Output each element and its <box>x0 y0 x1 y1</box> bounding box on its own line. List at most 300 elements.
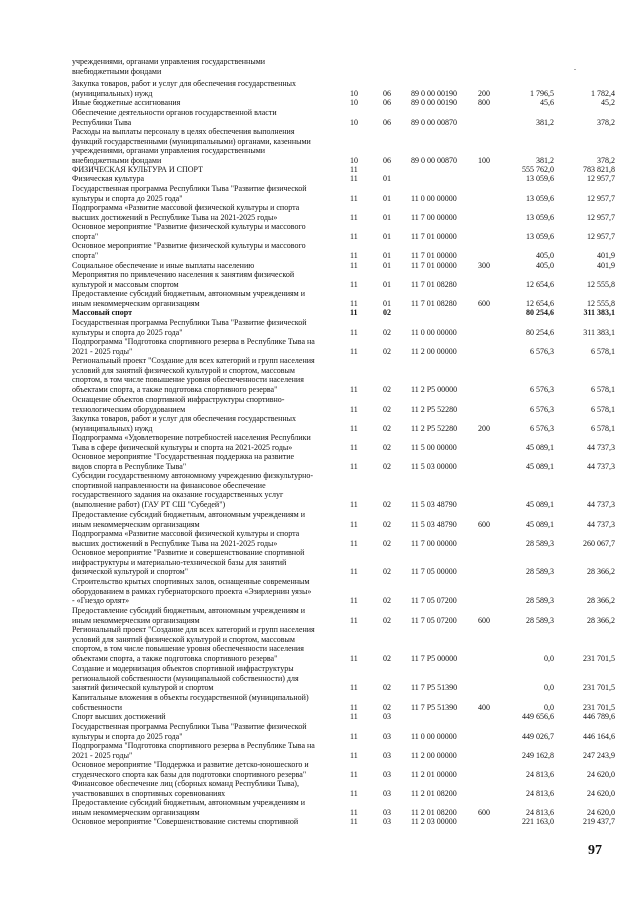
table-row <box>0 337 639 356</box>
row-name <box>72 308 344 318</box>
row-name-line: Субсидии государственному автономному учреждению физкультурно- <box>72 471 314 480</box>
row-name-line: спортом, в том числе повышение уровня обеспеченности населения <box>72 375 304 385</box>
row-name-line: Подпрограмма «Удовлетворение потребностей населения Республики <box>72 433 311 442</box>
table-row <box>0 241 639 260</box>
subsection-code: 03 <box>383 712 391 721</box>
table-row <box>0 433 639 452</box>
row-name <box>72 79 344 98</box>
target-article-code: 11 7 00 00000 <box>411 538 457 548</box>
amount-year-2: 401,9 <box>597 250 615 260</box>
row-name-line: условий для занятий физической культурой и спортом, массовым <box>72 634 295 644</box>
row-name-line: видов спорта в Республике Тыва" <box>72 461 187 471</box>
subsection-code: 06 <box>383 155 391 165</box>
amount-year-1: 45 089,1 <box>526 461 554 471</box>
section-code: 11 <box>350 250 358 260</box>
section-code: 11 <box>350 596 358 606</box>
table-row <box>0 722 639 741</box>
table-row <box>0 548 639 577</box>
row-name-line: (выполнение работ) (ГАУ РТ СШ "Субедей") <box>72 499 226 509</box>
row-name-line: иным некоммерческим организациям <box>72 615 200 625</box>
amount-year-2: 231 701,5 <box>583 683 615 693</box>
row-name-line: Государственная программа Республики Тыва "Развитие физической <box>72 722 307 731</box>
section-code: 11 <box>350 499 358 509</box>
section-code: 11 <box>350 750 358 760</box>
table-row <box>0 222 639 241</box>
subsection-code: 06 <box>383 117 391 127</box>
table-row <box>0 798 639 817</box>
target-article-code: 11 2 00 00000 <box>411 346 457 356</box>
amount-year-1: 449 656,6 <box>522 712 554 721</box>
amount-year-2: 24 620,0 <box>587 788 615 798</box>
subsection-code: 01 <box>383 298 391 308</box>
row-name-line: функций государственными (муниципальными) органами, казенными <box>72 136 311 146</box>
amount-year-1: 80 254,6 <box>526 308 554 317</box>
amount-year-1: 6 576,3 <box>530 423 554 433</box>
row-name-line: культурой и массовым спортом <box>72 279 179 289</box>
target-article-code: 11 2 P5 52280 <box>411 423 458 433</box>
row-name-line: Закупка товаров, работ и услуг для обеспечения государственных <box>72 79 297 88</box>
target-article-code: 11 7 01 08280 <box>411 279 457 289</box>
section-code: 11 <box>350 519 358 529</box>
row-name-line: Подпрограмма «Развитие массовой физической культуры и спорта <box>72 203 300 212</box>
expense-type-code: 300 <box>478 261 490 270</box>
amount-year-1: 28 589,3 <box>526 596 554 606</box>
amount-year-1: 28 589,3 <box>526 615 554 625</box>
row-name-line: Региональный проект "Создание для всех категорий и групп населения <box>72 625 315 634</box>
row-name-line: Предоставление субсидий бюджетным, автономным учреждениям и <box>72 289 306 298</box>
row-name-line: оборудованием в рамках губернаторского проекта «Эзирлернин уязы» <box>72 586 312 596</box>
amount-year-1: 13 059,6 <box>526 193 554 203</box>
section-code: 11 <box>350 615 358 625</box>
amount-year-2: 12 957,7 <box>587 231 615 241</box>
section-code: 11 <box>350 731 358 741</box>
amount-year-2: 24 620,0 <box>587 807 615 817</box>
subsection-code: 03 <box>383 817 391 826</box>
section-code: 11 <box>350 712 358 721</box>
margin-mark: . <box>574 63 576 72</box>
amount-year-1: 0,0 <box>544 653 554 663</box>
row-name <box>72 741 344 760</box>
row-name <box>72 174 344 184</box>
table-row <box>0 127 639 165</box>
amount-year-2: 446 164,6 <box>583 731 615 741</box>
row-name <box>72 606 344 625</box>
row-name-line: объектами спорта, а также подготовка спортивного резерва" <box>72 384 278 394</box>
table-row <box>0 625 639 663</box>
row-name-line: Основное мероприятие "Развитие физической культуры и массового <box>72 222 306 231</box>
subsection-code: 01 <box>383 174 391 183</box>
row-name-line: Строительство крытых спортивных залов, оснащенные современным <box>72 577 310 586</box>
section-code: 11 <box>350 423 358 433</box>
table-row <box>0 308 639 318</box>
target-article-code: 89 0 00 00870 <box>411 117 457 127</box>
subsection-code: 03 <box>383 788 391 798</box>
subsection-code: 03 <box>383 731 391 741</box>
row-name <box>72 817 344 827</box>
subsection-code: 02 <box>383 423 391 433</box>
amount-year-2: 231 701,5 <box>583 653 615 663</box>
amount-year-2: 12 555,8 <box>587 298 615 308</box>
target-article-code: 11 7 05 00000 <box>411 567 457 577</box>
row-name-line: Государственная программа Республики Тыва "Развитие физической <box>72 318 307 327</box>
row-name-line: (муниципальных) нужд <box>72 423 153 433</box>
row-name-line: Иные бюджетные ассигнования <box>72 98 181 107</box>
section-code: 11 <box>350 193 358 203</box>
subsection-code: 01 <box>383 212 391 222</box>
amount-year-2: 446 789,6 <box>583 712 615 721</box>
row-name-line: участвовавших в спортивных соревнованиях <box>72 788 226 798</box>
amount-year-1: 6 576,3 <box>530 384 554 394</box>
row-name-line: внебюджетными фондами <box>72 155 162 165</box>
amount-year-2: 28 366,2 <box>587 596 615 606</box>
section-code: 11 <box>350 346 358 356</box>
table-row <box>0 395 639 414</box>
amount-year-2: 247 243,9 <box>583 750 615 760</box>
row-name-line: инфраструктуры и материально-технической базы для занятий <box>72 557 287 567</box>
amount-year-1: 28 589,3 <box>526 538 554 548</box>
row-name-line: Спорт высших достижений <box>72 712 166 721</box>
target-article-code: 11 2 01 00000 <box>411 769 457 779</box>
section-code: 11 <box>350 702 358 712</box>
row-name-line: студенческого спорта как базы для подготовки спортивного резерва" <box>72 769 307 779</box>
row-name-line: Капитальные вложения в объекты государственной (муниципальной) <box>72 693 309 702</box>
row-name <box>72 57 344 76</box>
amount-year-1: 1 796,5 <box>530 88 554 98</box>
row-name <box>72 356 344 394</box>
row-name-line: Региональный проект "Создание для всех категорий и групп населения <box>72 356 315 365</box>
row-name <box>72 712 344 722</box>
row-name-line: спортивной направленности на финансовое обеспечение <box>72 480 266 490</box>
table-row <box>0 664 639 693</box>
row-name <box>72 270 344 289</box>
row-name <box>72 108 344 127</box>
subsection-code: 02 <box>383 538 391 548</box>
row-name-line: Мероприятия по привлечению населения к занятиям физической <box>72 270 295 279</box>
section-code: 11 <box>350 683 358 693</box>
table-row <box>0 529 639 548</box>
row-name <box>72 693 344 712</box>
amount-year-1: 45 089,1 <box>526 442 554 452</box>
row-name-line: Массовый спорт <box>72 308 133 317</box>
section-code: 10 <box>350 117 358 127</box>
row-name-line: учреждениями, органами управления государственными <box>72 146 266 156</box>
target-article-code: 11 2 03 00000 <box>411 817 457 826</box>
subsection-code: 02 <box>383 384 391 394</box>
row-name <box>72 722 344 741</box>
table-row <box>0 741 639 760</box>
section-code: 11 <box>350 653 358 663</box>
row-name-line: собственности <box>72 702 123 712</box>
subsection-code: 06 <box>383 88 391 98</box>
section-code: 11 <box>350 261 358 270</box>
row-name-line: культуры и спорта до 2025 года" <box>72 193 183 203</box>
subsection-code: 02 <box>383 567 391 577</box>
amount-year-1: 405,0 <box>536 261 554 270</box>
row-name-line: иным некоммерческим организациям <box>72 298 200 308</box>
table-row <box>0 452 639 471</box>
section-code: 10 <box>350 88 358 98</box>
subsection-code: 02 <box>383 327 391 337</box>
subsection-code: 02 <box>383 653 391 663</box>
target-article-code: 11 2 01 08200 <box>411 788 457 798</box>
table-row <box>0 606 639 625</box>
section-code: 11 <box>350 461 358 471</box>
amount-year-1: 381,2 <box>536 117 554 127</box>
amount-year-1: 13 059,6 <box>526 231 554 241</box>
amount-year-2: 1 782,4 <box>591 88 615 98</box>
expense-type-code: 200 <box>478 88 490 98</box>
target-article-code: 89 0 00 00190 <box>411 88 457 98</box>
row-name <box>72 395 344 414</box>
amount-year-1: 405,0 <box>536 250 554 260</box>
subsection-code: 02 <box>383 404 391 414</box>
row-name <box>72 414 344 433</box>
amount-year-2: 783 821,8 <box>583 165 615 174</box>
subsection-code: 03 <box>383 807 391 817</box>
section-code: 11 <box>350 165 358 174</box>
row-name <box>72 510 344 529</box>
amount-year-2: 45,2 <box>601 98 615 107</box>
row-name-line: - «Гнездо орлят» <box>72 596 130 606</box>
row-name-line: занятий физической культурой и спортом <box>72 683 214 693</box>
table-row <box>0 108 639 127</box>
subsection-code: 02 <box>383 461 391 471</box>
amount-year-1: 381,2 <box>536 155 554 165</box>
row-name-line: 2021 - 2025 годы" <box>72 346 133 356</box>
row-name-line: (муниципальных) нужд <box>72 88 153 98</box>
amount-year-1: 24 813,6 <box>526 769 554 779</box>
amount-year-2: 260 067,7 <box>583 538 615 548</box>
amount-year-2: 28 366,2 <box>587 615 615 625</box>
target-article-code: 11 0 00 00000 <box>411 193 457 203</box>
amount-year-1: 0,0 <box>544 683 554 693</box>
target-article-code: 11 7 01 08280 <box>411 298 457 308</box>
table-row <box>0 510 639 529</box>
row-name <box>72 203 344 222</box>
section-code: 11 <box>350 384 358 394</box>
row-name-line: ФИЗИЧЕСКАЯ КУЛЬТУРА И СПОРТ <box>72 165 203 174</box>
amount-year-2: 378,2 <box>597 117 615 127</box>
amount-year-2: 44 737,3 <box>587 519 615 529</box>
row-name-line: высших достижений в Республике Тыва на 2021-2025 годы» <box>72 538 278 548</box>
amount-year-2: 219 437,7 <box>583 817 615 826</box>
amount-year-1: 45 089,1 <box>526 499 554 509</box>
amount-year-1: 13 059,6 <box>526 174 554 183</box>
subsection-code: 01 <box>383 250 391 260</box>
row-name-line: Предоставление субсидий бюджетным, автономным учреждениям и <box>72 606 306 615</box>
row-name <box>72 289 344 308</box>
amount-year-2: 231 701,5 <box>583 702 615 712</box>
target-article-code: 11 2 P5 52280 <box>411 404 458 414</box>
amount-year-1: 6 576,3 <box>530 404 554 414</box>
row-name-line: Подпрограмма "Подготовка спортивного резерва в Республике Тыва на <box>72 741 315 750</box>
amount-year-2: 311 383,1 <box>583 327 615 337</box>
table-row <box>0 174 639 184</box>
row-name-line: Закупка товаров, работ и услуг для обеспечения государственных <box>72 414 297 423</box>
amount-year-2: 6 578,1 <box>591 404 615 414</box>
row-name-line: Оснащение объектов спортивной инфраструктуры спортивно- <box>72 395 285 404</box>
row-name <box>72 318 344 337</box>
section-code: 11 <box>350 174 358 183</box>
target-article-code: 11 5 03 48790 <box>411 519 457 529</box>
target-article-code: 11 7 P5 51390 <box>411 702 458 712</box>
row-name-line: культуры и спорта до 2025 года" <box>72 327 183 337</box>
row-name-line: технологическим оборудованием <box>72 404 186 414</box>
row-name-line: спорта" <box>72 250 99 260</box>
amount-year-2: 12 957,7 <box>587 212 615 222</box>
target-article-code: 11 5 03 00000 <box>411 461 457 471</box>
section-code: 11 <box>350 788 358 798</box>
table-row <box>0 471 639 509</box>
amount-year-1: 13 059,6 <box>526 212 554 222</box>
section-code: 11 <box>350 538 358 548</box>
section-code: 11 <box>350 327 358 337</box>
expense-type-code: 400 <box>478 702 490 712</box>
target-article-code: 11 5 03 48790 <box>411 499 457 509</box>
expense-type-code: 800 <box>478 98 490 107</box>
row-name <box>72 664 344 693</box>
subsection-code: 01 <box>383 261 391 270</box>
target-article-code: 11 7 05 07200 <box>411 596 457 606</box>
amount-year-1: 249 162,8 <box>522 750 554 760</box>
subsection-code: 02 <box>383 596 391 606</box>
target-article-code: 89 0 00 00190 <box>411 98 457 107</box>
row-name-line: государственного задания на оказание государственных услуг <box>72 490 284 500</box>
table-row <box>0 57 639 76</box>
section-code: 11 <box>350 279 358 289</box>
subsection-code: 02 <box>383 346 391 356</box>
row-name-line: Тыва в сфере физической культуры и спорта на 2021-2025 годы» <box>72 442 293 452</box>
target-article-code: 11 7 01 00000 <box>411 261 457 270</box>
row-name-line: объектами спорта, а также подготовка спортивного резерва" <box>72 653 278 663</box>
amount-year-1: 449 026,7 <box>522 731 554 741</box>
subsection-code: 01 <box>383 193 391 203</box>
expense-type-code: 200 <box>478 423 490 433</box>
row-name <box>72 184 344 203</box>
table-row <box>0 356 639 394</box>
subsection-code: 03 <box>383 769 391 779</box>
row-name-line: Создание и модернизация объектов спортивной инфраструктуры <box>72 664 294 673</box>
table-row <box>0 712 639 722</box>
amount-year-1: 12 654,6 <box>526 279 554 289</box>
section-code: 11 <box>350 404 358 414</box>
row-name-line: высших достижений в Республике Тыва на 2021-2025 годы» <box>72 212 278 222</box>
amount-year-1: 28 589,3 <box>526 567 554 577</box>
table-row <box>0 203 639 222</box>
table-row <box>0 693 639 712</box>
row-name <box>72 127 344 165</box>
table-row <box>0 98 639 108</box>
target-article-code: 11 0 00 00000 <box>411 731 457 741</box>
amount-year-2: 12 555,8 <box>587 279 615 289</box>
expense-type-code: 100 <box>478 155 490 165</box>
amount-year-1: 221 163,0 <box>522 817 554 826</box>
row-name-line: Основное мероприятие "Поддержка и развитие детско-юношеского и <box>72 760 309 769</box>
page-number: 97 <box>588 843 602 858</box>
target-article-code: 11 7 05 07200 <box>411 615 457 625</box>
row-name-line: Подпрограмма «Развитие массовой физической культуры и спорта <box>72 529 300 538</box>
row-name-line: Предоставление субсидий бюджетным, автономным учреждениям и <box>72 510 306 519</box>
subsection-code: 02 <box>383 519 391 529</box>
amount-year-2: 44 737,3 <box>587 442 615 452</box>
row-name <box>72 798 344 817</box>
expense-type-code: 600 <box>478 615 490 625</box>
row-name <box>72 241 344 260</box>
expense-type-code: 600 <box>478 298 490 308</box>
row-name <box>72 433 344 452</box>
expense-type-code: 600 <box>478 519 490 529</box>
amount-year-2: 401,9 <box>597 261 615 270</box>
row-name-line: внебюджетными фондами <box>72 66 162 76</box>
amount-year-1: 24 813,6 <box>526 788 554 798</box>
amount-year-1: 24 813,6 <box>526 807 554 817</box>
row-name-line: физической культурой и спортом" <box>72 567 188 577</box>
subsection-code: 06 <box>383 98 391 107</box>
row-name-line: Обеспечение деятельности органов государственной власти <box>72 108 277 117</box>
amount-year-1: 0,0 <box>544 702 554 712</box>
row-name-line: Физическая культура <box>72 174 145 183</box>
amount-year-2: 311 383,1 <box>583 308 615 317</box>
row-name <box>72 625 344 663</box>
amount-year-2: 12 957,7 <box>587 174 615 183</box>
amount-year-2: 6 578,1 <box>591 384 615 394</box>
row-name <box>72 471 344 509</box>
row-name-line: условий для занятий физической культурой и спортом, массовым <box>72 365 295 375</box>
row-name-line: Расходы на выплаты персоналу в целях обеспечения выполнения <box>72 127 295 136</box>
target-article-code: 11 2 01 08200 <box>411 807 457 817</box>
row-name-line: Основное мероприятие "Развитие физической культуры и массового <box>72 241 306 250</box>
subsection-code: 02 <box>383 442 391 452</box>
subsection-code: 02 <box>383 499 391 509</box>
row-name <box>72 577 344 606</box>
subsection-code: 01 <box>383 279 391 289</box>
row-name-line: региональной собственности (муниципальной собственности) для <box>72 673 299 683</box>
amount-year-2: 378,2 <box>597 155 615 165</box>
row-name-line: Основное мероприятие "Развитие и совершенствование спортивной <box>72 548 305 557</box>
amount-year-2: 6 578,1 <box>591 346 615 356</box>
subsection-code: 02 <box>383 702 391 712</box>
section-code: 11 <box>350 231 358 241</box>
table-row <box>0 414 639 433</box>
amount-year-2: 6 578,1 <box>591 423 615 433</box>
section-code: 11 <box>350 212 358 222</box>
row-name-line: Государственная программа Республики Тыва "Развитие физической <box>72 184 307 193</box>
section-code: 11 <box>350 817 358 826</box>
section-code: 11 <box>350 308 358 317</box>
row-name-line: 2021 - 2025 годы" <box>72 750 133 760</box>
row-name <box>72 452 344 471</box>
amount-year-1: 45,6 <box>540 98 554 107</box>
section-code: 11 <box>350 298 358 308</box>
subsection-code: 02 <box>383 683 391 693</box>
expense-type-code: 600 <box>478 807 490 817</box>
row-name-line: культуры и спорта до 2025 года" <box>72 731 183 741</box>
section-code: 11 <box>350 807 358 817</box>
target-article-code: 11 2 00 00000 <box>411 750 457 760</box>
section-code: 11 <box>350 567 358 577</box>
row-name <box>72 222 344 241</box>
row-name-line: Финансовое обеспечение лиц (сборных команд Республики Тыва), <box>72 779 299 788</box>
target-article-code: 11 7 01 00000 <box>411 231 457 241</box>
subsection-code: 02 <box>383 308 391 317</box>
amount-year-2: 28 366,2 <box>587 567 615 577</box>
table-row <box>0 817 639 827</box>
row-name-line: спорта" <box>72 231 99 241</box>
amount-year-2: 44 737,3 <box>587 461 615 471</box>
amount-year-1: 80 254,6 <box>526 327 554 337</box>
amount-year-1: 45 089,1 <box>526 519 554 529</box>
row-name-line: иным некоммерческим организациям <box>72 519 200 529</box>
